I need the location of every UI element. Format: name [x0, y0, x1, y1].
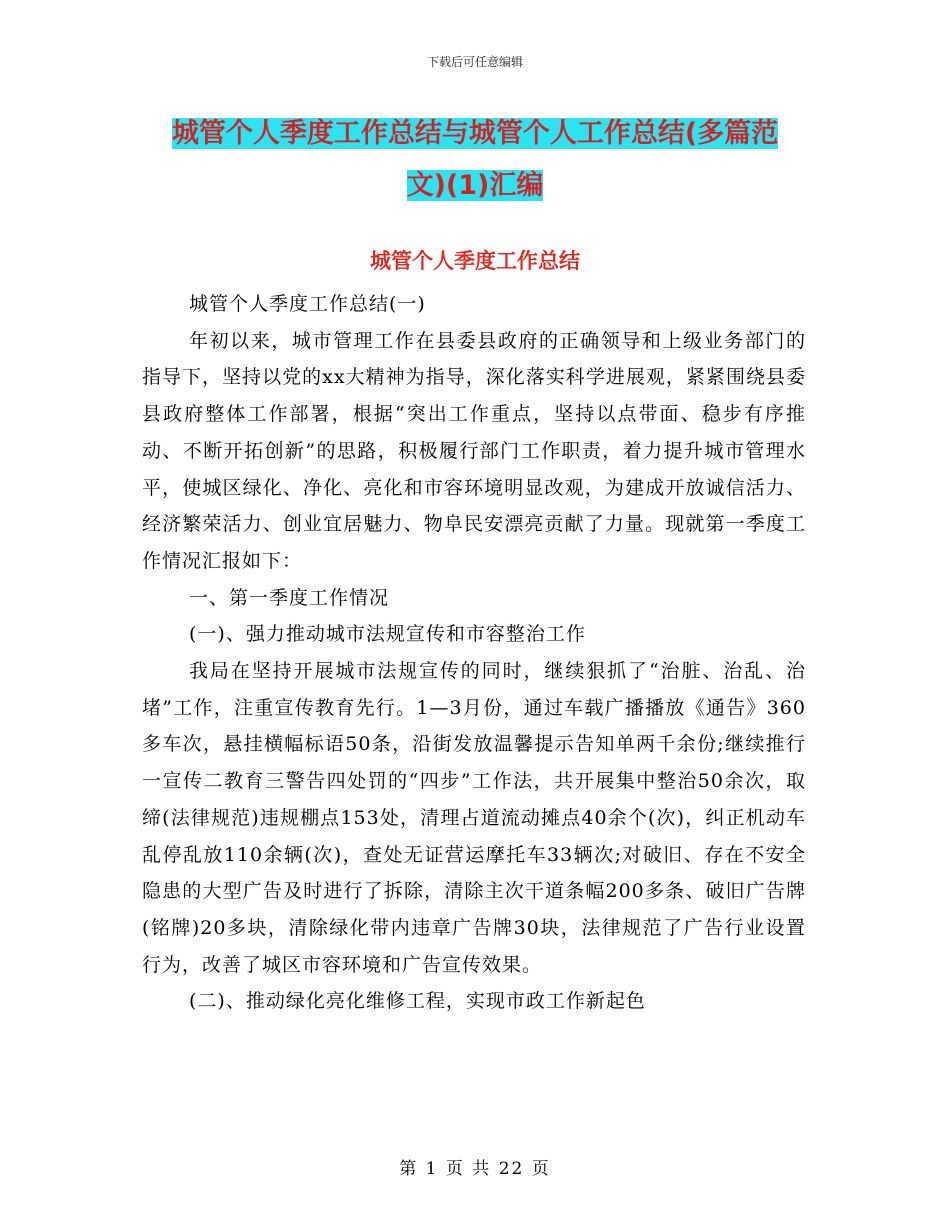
- paragraph-heading-1: 一、第一季度工作情况: [189, 586, 390, 609]
- page-header: 下载后可任意编辑: [426, 55, 523, 69]
- paragraph-intro: 年初以来，城市管理工作在县委县政府的正确领导和上级业务部门的指导下，坚持以党的xx大精神为指导，深化落实科学进展观，紧紧围绕县委县政府整体工作部署，根据“突出工作重点，坚持以点带面、稳步有序推动、不断开拓创新”的思路，积极履行部门工作职责，着力提升城市管理水平，使城区绿化、净化、亮化和市容环境明显改观，为建成开放诚信活力、经济繁荣活力、创业宜居魅力、物阜民安漂亮贡献了力量。现就第一季度工作情况汇报如下：: [142, 329, 806, 572]
- section-title: 城管个人季度工作总结: [370, 249, 580, 273]
- paragraph-body: 我局在坚持开展城市法规宣传的同时，继续狠抓了“治脏、治乱、治堵”工作，注重宣传教育先行。1—3月份，通过车载广播播放《通告》360多车次，悬挂横幅标语50条，沿街发放温馨提示告知单两千余份;继续推行一宣传二教育三警告四处罚的“四步”工作法，共开展集中整治50余次，取缔(法律规范)违规棚点153处，清理占道流动摊点40余个(次)，纠正机动车乱停乱放110余辆(次)，查处无证营运摩托车33辆次;对破旧、存在不安全隐患的大型广告及时进行了拆除，清除主次干道条幅200多条、破旧广告牌(铭牌)20多块，清除绿化带内违章广告牌30块，法律规范了广告行业设置行为，改善了城区市容环境和广告宣传效果。: [142, 660, 806, 976]
- document-title-line-2: 文)(1)汇编: [406, 170, 544, 201]
- document-title-line-1: 城管个人季度工作总结与城管个人工作总结(多篇范: [171, 118, 779, 149]
- document-title: [150, 108, 800, 212]
- page-footer: 第 1 页 共 22 页: [399, 1159, 551, 1179]
- paragraph-heading-1-1: (一)、强力推动城市法规宣传和市容整治工作: [189, 623, 586, 646]
- paragraph-subheading: 城管个人季度工作总结(一): [189, 293, 426, 315]
- document-body: [142, 286, 806, 1020]
- paragraph-heading-1-2: (二)、推动绿化亮化维修工程，实现市政工作新起色: [189, 990, 646, 1013]
